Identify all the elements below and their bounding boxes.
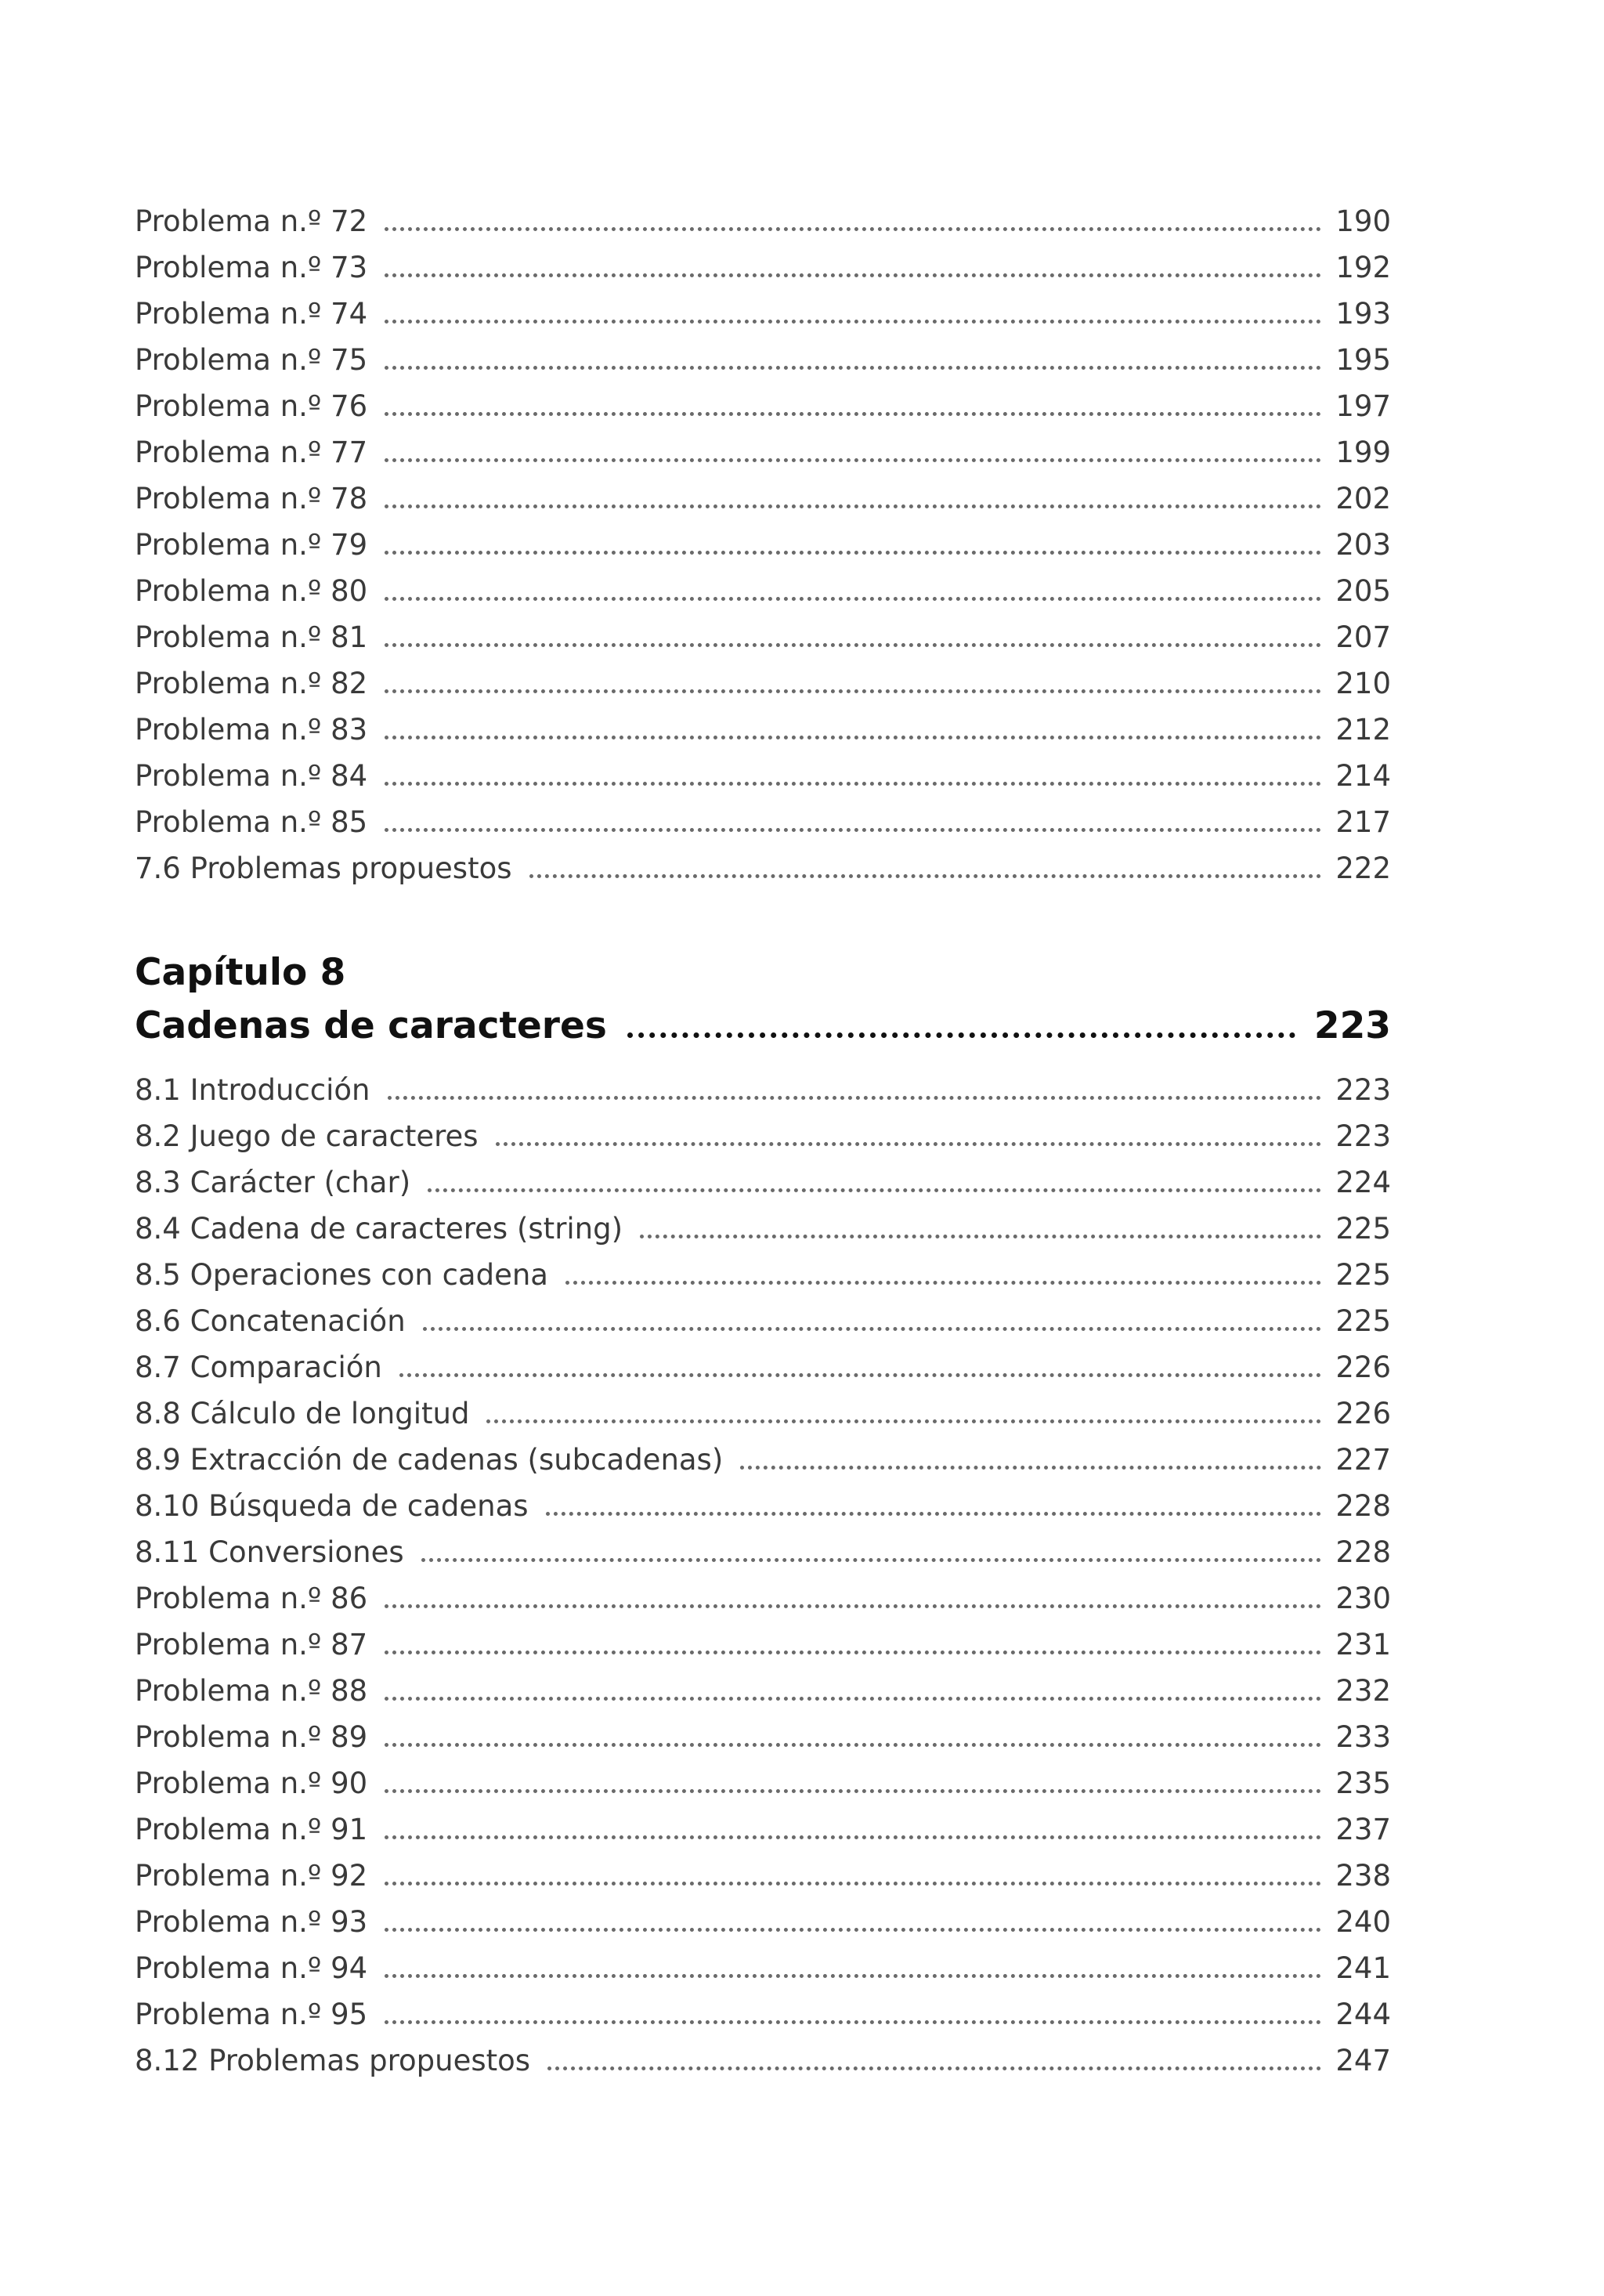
dot-leader — [385, 1697, 1321, 1701]
dot-leader — [565, 1281, 1321, 1285]
toc-entry-label: Problema n.º 85 — [135, 805, 368, 839]
toc-entry[interactable] — [135, 1806, 1391, 1853]
toc-entry-label: Problema n.º 94 — [135, 1951, 368, 1985]
toc-entry[interactable] — [135, 2037, 1391, 2084]
dot-leader — [423, 1327, 1322, 1331]
toc-entry[interactable] — [135, 1483, 1391, 1529]
toc-entry-label: Problema n.º 89 — [135, 1720, 368, 1754]
toc-entry-label: Problema n.º 72 — [135, 204, 368, 238]
toc-entry-label: 8.7 Comparación — [135, 1350, 382, 1384]
toc-entry[interactable] — [135, 845, 1391, 891]
toc-entry-label: Problema n.º 84 — [135, 759, 368, 793]
dot-leader — [385, 551, 1321, 555]
toc-entry-page-number: 247 — [1335, 2044, 1391, 2077]
dot-leader — [385, 273, 1321, 277]
toc-entry-label: Problema n.º 73 — [135, 251, 368, 284]
toc-entry[interactable] — [135, 1853, 1391, 1899]
toc-entry[interactable] — [135, 383, 1391, 429]
toc-entry-page-number: 224 — [1335, 1166, 1391, 1199]
toc-entry-page-number: 203 — [1335, 528, 1391, 562]
dot-leader — [385, 1651, 1321, 1654]
toc-entry-label: Problema n.º 77 — [135, 436, 368, 469]
toc-entry-label: Problema n.º 91 — [135, 1813, 368, 1846]
dot-leader — [627, 1032, 1295, 1038]
toc-entry-page-number: 228 — [1335, 1535, 1391, 1569]
toc-entry[interactable] — [135, 614, 1391, 660]
toc-entry-label: 8.1 Introducción — [135, 1073, 370, 1107]
toc-entry[interactable] — [135, 1668, 1391, 1714]
dot-leader — [385, 320, 1321, 324]
toc-entry-label: 7.6 Problemas propuestos — [135, 852, 512, 885]
toc-entry-page-number: 214 — [1335, 759, 1391, 793]
toc-entry[interactable] — [135, 1575, 1391, 1622]
toc-entry-page-number: 195 — [1335, 343, 1391, 377]
toc-entry[interactable] — [135, 1529, 1391, 1575]
toc-entry-page-number: 233 — [1335, 1720, 1391, 1754]
toc-entry[interactable] — [135, 198, 1391, 244]
dot-leader — [385, 597, 1321, 601]
toc-entry-label: Problema n.º 93 — [135, 1905, 368, 1939]
toc-entry[interactable] — [135, 1714, 1391, 1760]
toc-entry-label: Problema n.º 74 — [135, 297, 368, 331]
chapter-8-heading — [135, 946, 1391, 1053]
dot-leader — [385, 736, 1321, 739]
toc-entry-label: Problema n.º 81 — [135, 620, 368, 654]
toc-entry[interactable] — [135, 660, 1391, 707]
toc-entry-label: 8.5 Operaciones con cadena — [135, 1258, 548, 1292]
toc-entry-page-number: 217 — [1335, 805, 1391, 839]
toc-entry[interactable] — [135, 244, 1391, 291]
dot-leader — [486, 1419, 1321, 1423]
toc-entry[interactable] — [135, 1622, 1391, 1668]
dot-leader — [385, 1743, 1321, 1747]
toc-entry-page-number: 223 — [1335, 1119, 1391, 1153]
dot-leader — [385, 2020, 1321, 2024]
toc-entry-page-number: 240 — [1335, 1905, 1391, 1939]
toc-entry-page-number: 230 — [1335, 1582, 1391, 1615]
toc-entry-label: 8.4 Cadena de caracteres (string) — [135, 1212, 623, 1246]
dot-leader — [496, 1142, 1322, 1146]
dot-leader — [640, 1235, 1321, 1238]
toc-entry-label: Problema n.º 76 — [135, 389, 368, 423]
toc-entry-page-number: 223 — [1335, 1073, 1391, 1107]
dot-leader — [385, 643, 1321, 647]
toc-entry-page-number: 237 — [1335, 1813, 1391, 1846]
dot-leader — [385, 412, 1321, 416]
toc-entry[interactable] — [135, 1113, 1391, 1159]
toc-entry-page-number: 192 — [1335, 251, 1391, 284]
toc-entry[interactable] — [135, 337, 1391, 383]
toc-entry-page-number: 202 — [1335, 482, 1391, 515]
toc-entry[interactable] — [135, 753, 1391, 799]
toc-entry[interactable] — [135, 1344, 1391, 1390]
toc-entry-page-number: 231 — [1335, 1628, 1391, 1661]
toc-entry-page-number: 210 — [1335, 667, 1391, 700]
toc-entry-label: Problema n.º 75 — [135, 343, 368, 377]
toc-entry-page-number: 190 — [1335, 204, 1391, 238]
toc-entry[interactable] — [135, 1991, 1391, 2037]
toc-entry[interactable] — [135, 1390, 1391, 1437]
toc-entry-page-number: 244 — [1335, 1998, 1391, 2031]
toc-entry[interactable] — [135, 1252, 1391, 1298]
toc-entry[interactable] — [135, 1298, 1391, 1344]
dot-leader — [385, 1789, 1321, 1793]
toc-entry[interactable] — [135, 429, 1391, 475]
toc-entry-page-number: 235 — [1335, 1766, 1391, 1800]
toc-entry-label: Problema n.º 80 — [135, 574, 368, 608]
toc-entry[interactable] — [135, 1159, 1391, 1206]
toc-entry-page-number: 226 — [1335, 1350, 1391, 1384]
toc-entry-label: Problema n.º 86 — [135, 1582, 368, 1615]
toc-entry-label: 8.3 Carácter (char) — [135, 1166, 411, 1199]
toc-entry-label: Problema n.º 95 — [135, 1998, 368, 2031]
toc-entry[interactable] — [135, 1899, 1391, 1945]
toc-entry-label: 8.9 Extracción de cadenas (subcadenas) — [135, 1443, 724, 1477]
toc-entry[interactable] — [135, 799, 1391, 845]
toc-entry-page-number: 226 — [1335, 1397, 1391, 1430]
toc-entry-page-number: 207 — [1335, 620, 1391, 654]
toc-entry-label: Problema n.º 82 — [135, 667, 368, 700]
dot-leader — [385, 1835, 1321, 1839]
toc-entry-label: 8.6 Concatenación — [135, 1304, 406, 1338]
dot-leader — [385, 1604, 1321, 1608]
toc-entry-label: Problema n.º 78 — [135, 482, 368, 515]
dot-leader — [385, 782, 1321, 786]
toc-entry-label: Problema n.º 83 — [135, 713, 368, 747]
toc-entry-page-number: 212 — [1335, 713, 1391, 747]
toc-entry-page-number: 227 — [1335, 1443, 1391, 1477]
toc-entry-page-number: 205 — [1335, 574, 1391, 608]
dot-leader — [385, 504, 1321, 508]
toc-entry-label: 8.10 Búsqueda de cadenas — [135, 1489, 529, 1523]
chapter-title-row[interactable] — [135, 1000, 1391, 1053]
dot-leader — [385, 458, 1321, 462]
toc-entry-label: 8.2 Juego de caracteres — [135, 1119, 479, 1153]
toc-entry-label: 8.11 Conversiones — [135, 1535, 404, 1569]
dot-leader — [385, 1882, 1321, 1886]
toc-entry-page-number: 197 — [1335, 389, 1391, 423]
toc-entry[interactable] — [135, 1067, 1391, 1113]
dot-leader — [388, 1096, 1322, 1100]
dot-leader — [399, 1373, 1322, 1377]
dot-leader — [546, 1512, 1322, 1516]
toc-entry-page-number: 225 — [1335, 1258, 1391, 1292]
chapter-title: Cadenas de caracteres — [135, 1004, 607, 1047]
toc-entry-page-number: 199 — [1335, 436, 1391, 469]
toc-entry[interactable] — [135, 1437, 1391, 1483]
toc-entry[interactable] — [135, 707, 1391, 753]
toc-entry-page-number: 232 — [1335, 1674, 1391, 1708]
chapter-page-number: 223 — [1313, 1004, 1391, 1047]
toc-entry[interactable] — [135, 1945, 1391, 1991]
dot-leader — [421, 1558, 1322, 1562]
toc-entry-label: Problema n.º 87 — [135, 1628, 368, 1661]
dot-leader — [385, 689, 1321, 693]
dot-leader — [529, 874, 1322, 878]
toc-entry-page-number: 225 — [1335, 1304, 1391, 1338]
toc-entry[interactable] — [135, 522, 1391, 568]
toc-entry-page-number: 225 — [1335, 1212, 1391, 1246]
toc-entry[interactable] — [135, 568, 1391, 614]
toc-entry[interactable] — [135, 1206, 1391, 1252]
toc-entry[interactable] — [135, 291, 1391, 337]
toc-entry-page-number: 241 — [1335, 1951, 1391, 1985]
chapter-8-entries — [135, 1067, 1391, 2084]
toc-entry-page-number: 228 — [1335, 1489, 1391, 1523]
dot-leader — [740, 1466, 1321, 1470]
dot-leader — [428, 1188, 1321, 1192]
toc-entry[interactable] — [135, 475, 1391, 522]
chapter-number: Capítulo 8 — [135, 951, 346, 994]
dot-leader — [385, 828, 1321, 832]
toc-entry-label: Problema n.º 88 — [135, 1674, 368, 1708]
toc-entry-label: 8.12 Problemas propuestos — [135, 2044, 531, 2077]
dot-leader — [385, 366, 1321, 370]
toc-entry-page-number: 193 — [1335, 297, 1391, 331]
dot-leader — [385, 1974, 1321, 1978]
toc-entry-page-number: 222 — [1335, 852, 1391, 885]
dot-leader — [547, 2066, 1321, 2070]
toc-entry-page-number: 238 — [1335, 1859, 1391, 1893]
dot-leader — [385, 227, 1321, 231]
toc-entry-label: Problema n.º 79 — [135, 528, 368, 562]
dot-leader — [385, 1928, 1321, 1932]
section-7-entries — [135, 198, 1391, 891]
table-of-contents-page — [135, 198, 1391, 2084]
toc-entry-label: 8.8 Cálculo de longitud — [135, 1397, 470, 1430]
toc-entry-label: Problema n.º 90 — [135, 1766, 368, 1800]
toc-entry[interactable] — [135, 1760, 1391, 1806]
toc-entry-label: Problema n.º 92 — [135, 1859, 368, 1893]
